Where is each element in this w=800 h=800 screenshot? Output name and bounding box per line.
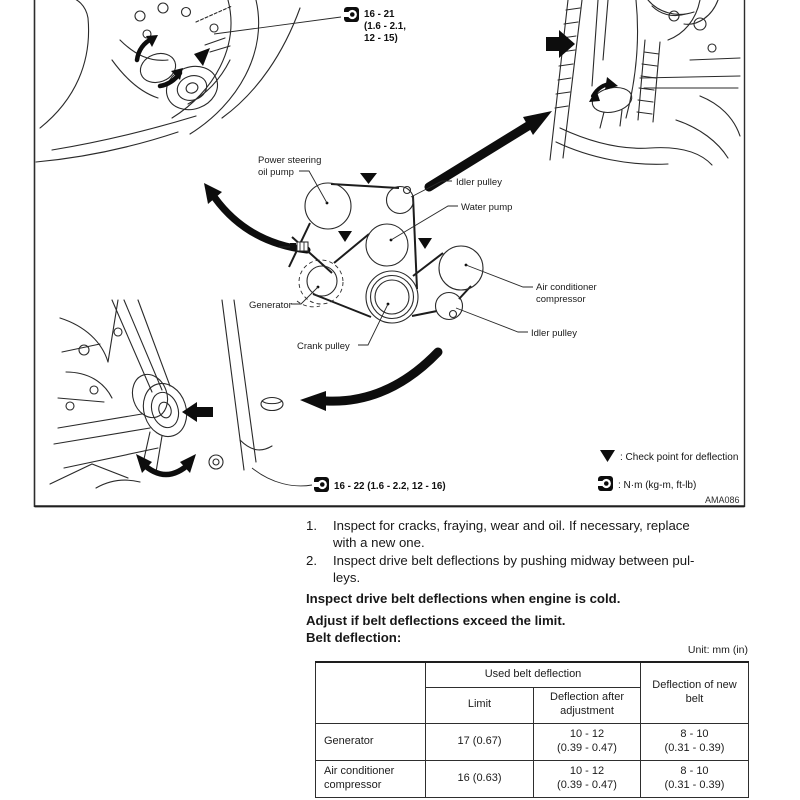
cell-new-belt [641, 760, 749, 797]
torque-note-bottom [252, 468, 446, 492]
plug-oval [261, 398, 283, 411]
cell-line: (0.39 - 0.47) [557, 741, 617, 754]
table-unit-note: Unit: mm (in) [687, 644, 748, 656]
engine-sketch-bottom-left [50, 300, 283, 488]
pulley-idler-top [387, 187, 414, 214]
torque-note-top [214, 7, 406, 44]
row-label: Air conditioner compressor [316, 760, 426, 797]
cell-after-adjustment [534, 760, 641, 797]
leader-lines [291, 171, 533, 345]
label-idler-pulley-bottom: Idler pulley [531, 328, 577, 339]
list-number: 2. [306, 552, 317, 568]
pulley-ac-compressor [439, 246, 483, 290]
cell-line: 10 - 12 [569, 727, 605, 740]
list-text [333, 517, 690, 552]
torque-top-line2: (1.6 - 2.1, [364, 21, 406, 32]
figure-id: AMA086 [705, 495, 740, 505]
legend-check-point-text: : Check point for deflection [620, 452, 739, 463]
label-idler-pulley-top: Idler pulley [456, 177, 502, 188]
note-inspect-cold: Inspect drive belt deflections when engine is cold. [306, 590, 621, 606]
instructions-block [306, 517, 750, 647]
cell-line: 8 - 10 [680, 764, 709, 777]
check-point-icon [600, 450, 615, 462]
row-label: Generator [316, 723, 426, 760]
label-water-pump: Water pump [461, 202, 513, 213]
table-col-header-new-belt: Deflection of new belt [641, 662, 749, 723]
table-row-ac-compressor [316, 760, 749, 797]
label-crank-pulley: Crank pulley [297, 341, 350, 352]
table-corner-cell [316, 662, 426, 723]
legend-torque-unit-text: : N·m (kg-m, ft-lb) [618, 480, 697, 491]
engine-sketch-top-left [36, 0, 300, 162]
belt-deflection-table [315, 661, 749, 798]
cell-line: (0.39 - 0.47) [557, 778, 617, 791]
pulley-water-pump [366, 224, 408, 266]
pointer-arrow-right-icon [546, 30, 575, 58]
label-ac-line1: Air conditioner [536, 282, 597, 293]
cell-line: (0.31 - 0.39) [664, 778, 725, 791]
list-text [333, 552, 694, 587]
engine-sketch-top-right [546, 0, 740, 165]
pulley-crank [366, 271, 418, 323]
table-col-header-after-adjustment: Deflection after adjustment [534, 687, 641, 723]
list-item-1 [306, 517, 750, 552]
torque-wrench-icon [598, 476, 613, 491]
torque-top-line3: 12 - 15) [364, 33, 398, 44]
label-power-steering-line2: oil pump [258, 167, 294, 178]
belt-deflection-heading: Belt deflection: [306, 630, 402, 646]
label-generator: Generator [249, 300, 292, 311]
cell-line: (0.31 - 0.39) [664, 741, 725, 754]
cell-after-adjustment [534, 723, 641, 760]
list-text-line: with a new one. [333, 535, 425, 551]
pulley-power-steering [305, 183, 351, 229]
curved-arrow-to-top-left [215, 198, 307, 250]
table-row-generator [316, 723, 749, 760]
torque-wrench-icon [314, 477, 329, 492]
list-text-line: Inspect for cracks, fraying, wear and oil. If necessary, replace [333, 518, 690, 533]
list-item-2 [306, 552, 750, 587]
list-number: 1. [306, 518, 317, 533]
label-power-steering-line1: Power steering [258, 155, 322, 166]
belt-routing-schematic [249, 155, 597, 352]
figure-legend [598, 450, 740, 505]
pulley-idler-bottom [436, 293, 463, 320]
note-adjust-limit: Adjust if belt deflections exceed the limit. [306, 613, 566, 629]
table-group-header-used-belt: Used belt deflection [426, 662, 641, 687]
cell-limit: 16 (0.63) [426, 760, 534, 797]
cell-new-belt [641, 723, 749, 760]
pulley-generator [307, 266, 337, 296]
torque-bottom-text: 16 - 22 (1.6 - 2.2, 12 - 16) [334, 481, 446, 492]
figure-border [35, 0, 745, 507]
cell-line: 10 - 12 [569, 764, 605, 777]
torque-wrench-icon [344, 7, 359, 22]
torque-top-line1: 16 - 21 [364, 9, 395, 20]
curved-arrow-to-bottom-left [326, 352, 438, 401]
belt-lines [289, 184, 471, 317]
list-text-line: leys. [333, 570, 361, 586]
cell-limit: 17 (0.67) [426, 723, 534, 760]
list-text-line: Inspect drive belt deflections by pushing midway between pul- [333, 552, 695, 568]
big-arrows [204, 111, 552, 411]
label-ac-line2: compressor [536, 294, 586, 305]
cell-line: 8 - 10 [680, 727, 709, 740]
table-col-header-limit: Limit [426, 687, 534, 723]
